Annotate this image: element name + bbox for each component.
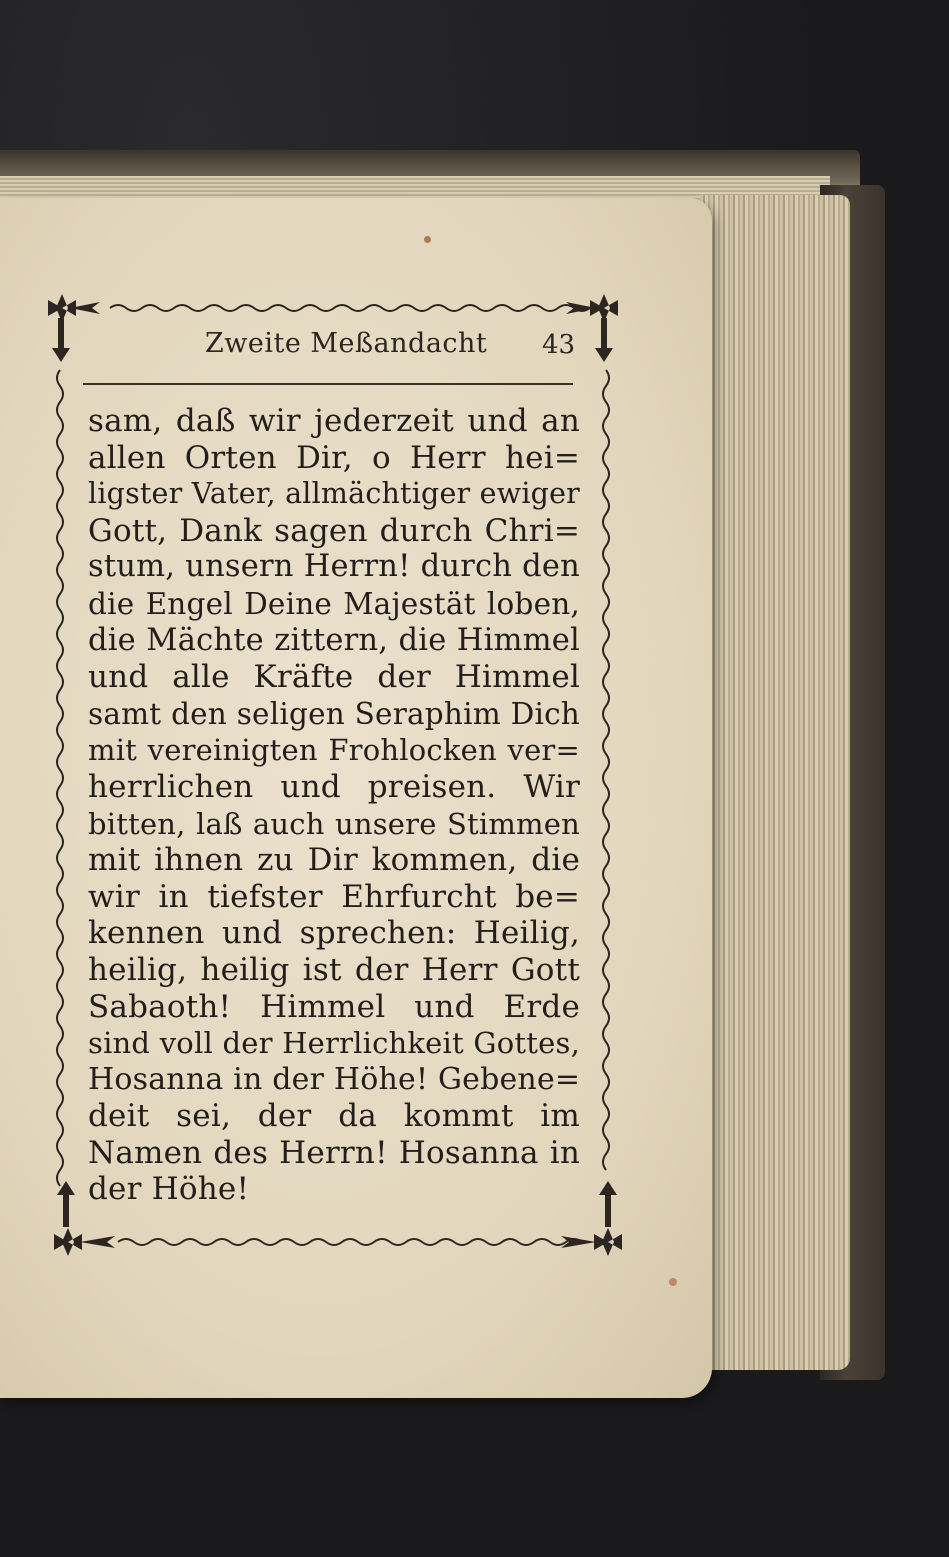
text-line: Hosanna in der Höhe! Gebene=: [88, 1061, 581, 1097]
text-line: wir in tiefster Ehrfurcht be=: [88, 878, 580, 915]
head-rule: [83, 383, 573, 385]
text-line: mit ihnen zu Dir kommen, die: [88, 842, 580, 879]
text-line: und alle Kräfte der Himmel: [88, 659, 580, 696]
text-line: heilig, heilig ist der Herr Gott: [88, 951, 580, 988]
text-line: deit sei, der da kommt im: [88, 1098, 580, 1135]
text-line: herrlichen und preisen. Wir: [88, 768, 580, 805]
text-line: sam, daß wir jederzeit und an: [88, 403, 580, 439]
text-line: Sabaoth! Himmel und Erde: [88, 988, 580, 1025]
paper-spot: [669, 1278, 677, 1286]
text-line: mit vereinigten Frohlocken ver=: [88, 733, 580, 768]
text-line: die Engel Deine Majestät loben,: [88, 586, 580, 621]
page-number: 43: [542, 330, 576, 360]
page-stack-edge: [700, 195, 850, 1370]
paper-spot: [424, 236, 431, 243]
text-line: die Mächte zittern, die Himmel: [88, 622, 580, 658]
running-head: Zweite Meßandacht: [205, 328, 488, 359]
text-line: Namen des Herrn! Hosanna in: [88, 1134, 580, 1171]
body-text: [88, 403, 580, 1208]
text-line: stum, unsern Herrn! durch den: [88, 549, 580, 585]
text-line: sind voll der Herrlichkeit Gottes,: [88, 1026, 580, 1061]
text-line: samt den seligen Seraphim Dich: [88, 696, 580, 731]
text-line: bitten, laß auch unsere Stimmen: [88, 806, 580, 841]
text-line: kennen und sprechen: Heilig,: [88, 915, 580, 952]
text-line: Gott, Dank sagen durch Chri=: [88, 512, 580, 549]
text-line: allen Orten Dir, o Herr hei=: [88, 439, 580, 476]
text-line: der Höhe!: [88, 1171, 250, 1208]
text-line: ligster Vater, allmächtiger ewiger: [88, 477, 580, 511]
